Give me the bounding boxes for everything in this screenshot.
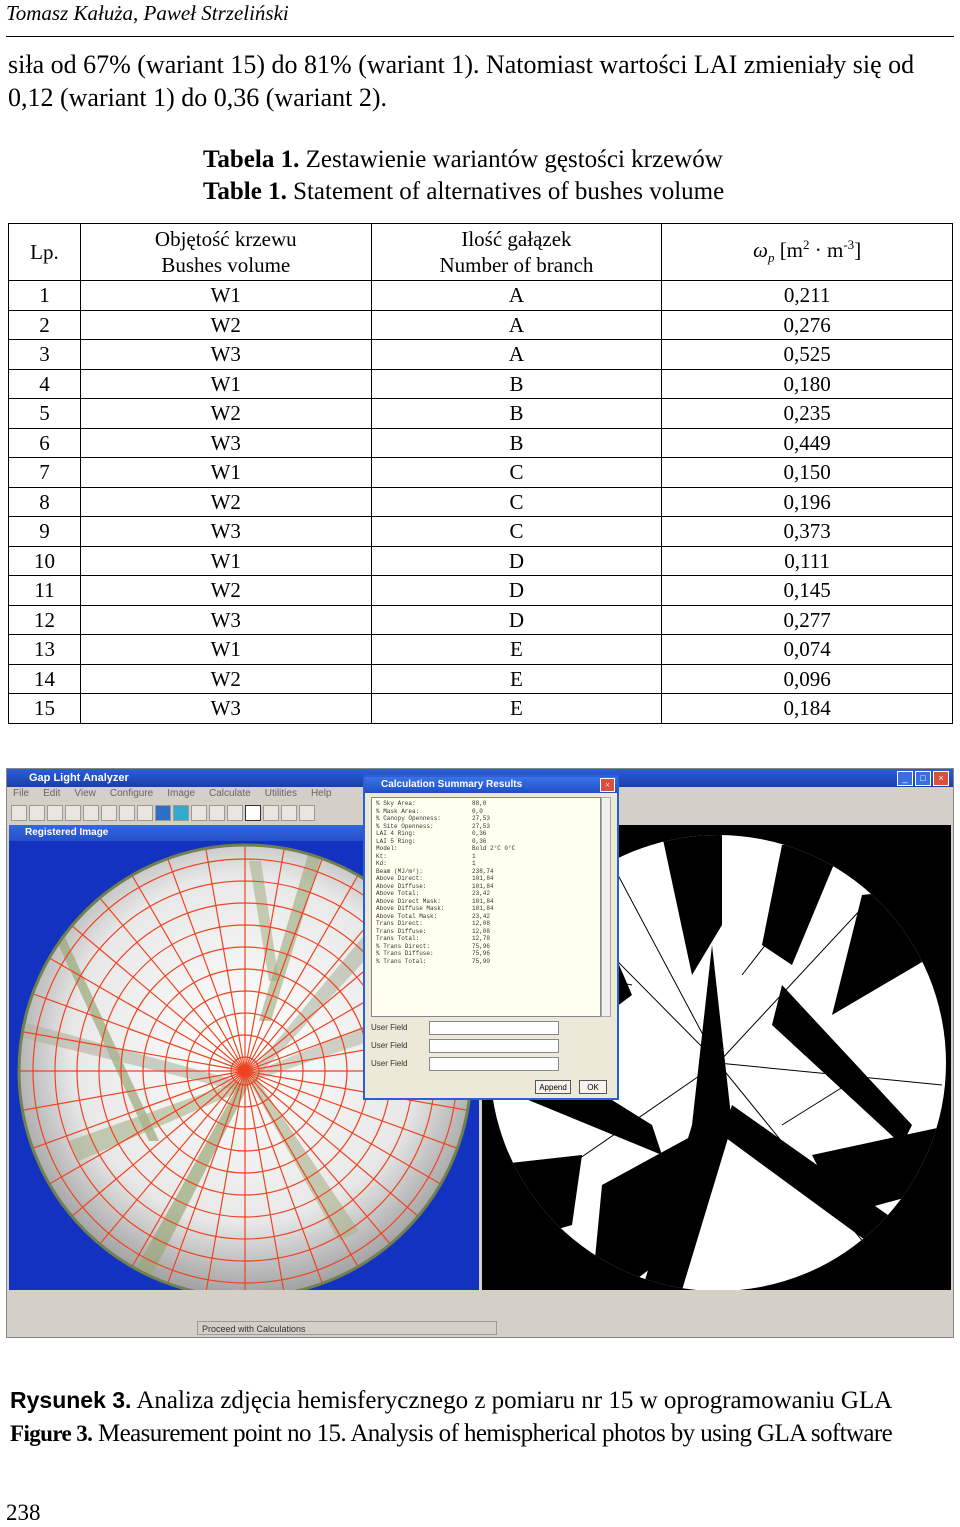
status-bar	[7, 1293, 953, 1337]
menu-item[interactable]: Edit	[43, 788, 61, 799]
result-value: 12,78	[472, 935, 491, 942]
result-value: 23,42	[472, 912, 491, 920]
cell-lp: 2	[9, 310, 81, 340]
result-line	[376, 950, 596, 958]
cell-volume: W3	[80, 694, 371, 724]
cell-branch: C	[371, 487, 662, 517]
close-icon[interactable]: ×	[933, 771, 949, 786]
cell-volume: W1	[80, 635, 371, 665]
result-key: Above Direct Mask:	[376, 897, 441, 905]
open-icon[interactable]	[11, 805, 27, 821]
result-line	[376, 890, 596, 898]
cell-branch: B	[371, 399, 662, 429]
copy-icon[interactable]	[83, 805, 99, 821]
calc-icon[interactable]	[263, 805, 279, 821]
user-field-label: User Field	[371, 1059, 408, 1068]
cell-lp: 4	[9, 369, 81, 399]
cell-volume: W2	[80, 399, 371, 429]
cell-lp: 14	[9, 664, 81, 694]
table-row	[9, 694, 953, 724]
result-line	[376, 800, 596, 808]
register-icon[interactable]	[137, 805, 153, 821]
table-row	[9, 310, 953, 340]
user-field-2	[371, 1039, 611, 1053]
user-field-input[interactable]	[429, 1057, 559, 1071]
result-line	[376, 815, 596, 823]
cell-branch: B	[371, 428, 662, 458]
cell-branch: B	[371, 369, 662, 399]
cell-omega: 0,235	[662, 399, 953, 429]
table-caption-en-label: Table 1.	[203, 178, 287, 205]
omega-close: ]	[854, 238, 862, 263]
menu-item[interactable]: Utilities	[264, 788, 297, 799]
result-value: 1	[472, 860, 476, 867]
dialog-title: Calculation Summary Results	[365, 777, 617, 793]
result-key: Trans Diffuse:	[376, 927, 427, 935]
result-value: 12,08	[472, 920, 491, 927]
result-value: 0,0	[472, 807, 483, 815]
result-key: % Trans Diffuse:	[376, 950, 434, 957]
result-key: LAI 4 Ring:	[376, 830, 416, 837]
cell-volume: W2	[80, 664, 371, 694]
figure-caption	[10, 1384, 955, 1450]
table-row	[9, 369, 953, 399]
table-caption-pl-label: Tabela 1.	[203, 146, 300, 173]
cell-omega: 0,150	[662, 458, 953, 488]
result-key: Model:	[376, 845, 398, 852]
result-value: 1	[472, 852, 476, 860]
omega-dot: · m	[809, 238, 844, 263]
result-line	[376, 943, 596, 951]
figure-caption-en-text: Measurement point no 15. Analysis of hemispherical photos by using GLA software	[92, 1420, 893, 1447]
result-value: 101,84	[472, 875, 494, 882]
cell-omega: 0,111	[662, 546, 953, 576]
result-key: Trans Total:	[376, 935, 420, 942]
cell-lp: 3	[9, 340, 81, 370]
result-value: Bold 2°C 0°C	[472, 845, 516, 852]
cell-omega: 0,145	[662, 576, 953, 606]
result-line	[376, 808, 596, 816]
table-row	[9, 399, 953, 429]
result-key: % Mask Area:	[376, 807, 420, 815]
figure-caption-pl-text: Analiza zdjęcia hemisferycznego z pomiaru nr 15 w oprogramowaniu GLA	[131, 1387, 893, 1414]
cell-branch: E	[371, 664, 662, 694]
bushes-table	[8, 223, 953, 724]
result-key: Above Direct:	[376, 875, 423, 882]
append-button[interactable]: Append	[535, 1080, 571, 1094]
threshold-icon[interactable]	[173, 805, 189, 821]
omega-unit-open: [m	[774, 238, 804, 263]
header-branch-en: Number of branch	[439, 253, 594, 277]
result-line	[376, 905, 596, 913]
window-controls	[897, 771, 949, 786]
table-row	[9, 546, 953, 576]
cell-omega: 0,180	[662, 369, 953, 399]
table-header-row	[9, 224, 953, 281]
omega-sup2: -3	[843, 237, 855, 253]
result-key: % Site Openness:	[376, 822, 434, 830]
cell-lp: 6	[9, 428, 81, 458]
figure-caption-en-label: Figure 3.	[10, 1421, 93, 1446]
table-row	[9, 664, 953, 694]
result-line	[376, 913, 596, 921]
header-volume-pl: Objętość krzewu	[154, 227, 297, 251]
omega-subscript: p	[767, 250, 775, 266]
result-key: LAI 5 Ring:	[376, 837, 416, 845]
table-row	[9, 428, 953, 458]
table-row	[9, 576, 953, 606]
results-scrollbar[interactable]	[601, 797, 611, 1017]
cell-volume: W1	[80, 458, 371, 488]
result-value: 27,53	[472, 822, 491, 830]
table-caption-en	[203, 176, 724, 208]
cell-lp: 9	[9, 517, 81, 547]
gla-titlebar: Gap Light Analyzer	[7, 769, 953, 787]
result-line	[376, 838, 596, 846]
result-key: Above Total:	[376, 890, 420, 897]
cell-branch: D	[371, 605, 662, 635]
stop-icon[interactable]	[245, 805, 261, 821]
print-icon[interactable]	[65, 805, 81, 821]
report-icon[interactable]	[281, 805, 297, 821]
menu-item[interactable]: Help	[310, 788, 332, 799]
cell-branch: E	[371, 635, 662, 665]
result-value: 75,96	[472, 942, 491, 950]
table-row	[9, 458, 953, 488]
cell-omega: 0,184	[662, 694, 953, 724]
result-key: Trans Direct:	[376, 920, 423, 927]
status-text: Proceed with Calculations	[197, 1321, 497, 1335]
result-line	[376, 935, 596, 943]
cell-omega: 0,277	[662, 605, 953, 635]
header-omega	[662, 224, 953, 281]
cell-branch: D	[371, 546, 662, 576]
cell-lp: 10	[9, 546, 81, 576]
cell-volume: W1	[80, 369, 371, 399]
ok-button[interactable]: OK	[579, 1080, 607, 1094]
cell-branch: E	[371, 694, 662, 724]
result-line	[376, 875, 596, 883]
save-icon[interactable]	[47, 805, 63, 821]
cell-omega: 0,074	[662, 635, 953, 665]
cell-branch: C	[371, 517, 662, 547]
omega-symbol: ω	[753, 238, 768, 263]
page-number: 238	[6, 1500, 41, 1525]
results-list	[371, 797, 601, 1017]
result-value: 238,74	[472, 867, 494, 875]
result-line	[376, 860, 596, 868]
cell-lp: 5	[9, 399, 81, 429]
cell-lp: 7	[9, 458, 81, 488]
result-key: Kt:	[376, 852, 387, 860]
menu-item[interactable]: File	[13, 788, 30, 799]
menu-item[interactable]: View	[74, 788, 96, 799]
cell-branch: A	[371, 340, 662, 370]
result-key: % Canopy Openness:	[376, 815, 441, 822]
header-branch-pl: Ilość gałązek	[461, 227, 572, 251]
menu-item[interactable]: Image	[167, 788, 196, 799]
user-field-1	[371, 1021, 611, 1035]
result-key: Above Diffuse Mask:	[376, 905, 445, 912]
cell-volume: W3	[80, 340, 371, 370]
minimize-icon[interactable]: _	[897, 771, 913, 786]
result-value: 88,0	[472, 800, 487, 807]
cell-volume: W1	[80, 281, 371, 311]
calculation-summary-dialog	[363, 775, 619, 1100]
result-line	[376, 928, 596, 936]
folder-icon[interactable]	[29, 805, 45, 821]
image-icon[interactable]	[101, 805, 117, 821]
result-value: 75,90	[472, 957, 491, 965]
gla-screenshot	[6, 768, 954, 1338]
table-row	[9, 517, 953, 547]
result-line	[376, 958, 596, 966]
cell-omega: 0,276	[662, 310, 953, 340]
table-caption-en-text: Statement of alternatives of bushes volume	[286, 178, 725, 205]
result-line	[376, 853, 596, 861]
header-volume	[80, 224, 371, 281]
result-line	[376, 845, 596, 853]
result-value: 0,36	[472, 830, 487, 837]
result-line	[376, 883, 596, 891]
result-value: 101,84	[472, 905, 494, 912]
user-field-label: User Field	[371, 1023, 408, 1032]
cell-lp: 8	[9, 487, 81, 517]
table-caption	[203, 144, 724, 208]
cell-lp: 13	[9, 635, 81, 665]
cell-volume: W3	[80, 605, 371, 635]
cell-omega: 0,525	[662, 340, 953, 370]
omega-sup1: 2	[803, 237, 810, 253]
left-pane-title: Registered Image	[9, 825, 479, 841]
user-field-input[interactable]	[429, 1039, 559, 1053]
cell-lp: 1	[9, 281, 81, 311]
cell-volume: W2	[80, 310, 371, 340]
result-line	[376, 823, 596, 831]
table-row	[9, 635, 953, 665]
intro-paragraph: siła od 67% (wariant 15) do 81% (wariant 1). Natomiast wartości LAI zmieniały się od 0,12 (wariant 1) do 0,36 (wariant 2).	[8, 50, 915, 112]
running-head: Tomasz Kałuża, Paweł Strzeliński	[6, 0, 954, 37]
result-line	[376, 920, 596, 928]
header-branch	[371, 224, 662, 281]
result-value: 23,42	[472, 890, 491, 897]
cell-omega: 0,096	[662, 664, 953, 694]
result-line	[376, 868, 596, 876]
figure-caption-en	[10, 1417, 955, 1450]
cell-omega: 0,196	[662, 487, 953, 517]
result-key: Kd:	[376, 860, 387, 867]
cell-lp: 15	[9, 694, 81, 724]
cell-omega: 0,373	[662, 517, 953, 547]
maximize-icon[interactable]: □	[915, 771, 931, 786]
cell-lp: 11	[9, 576, 81, 606]
cell-branch: C	[371, 458, 662, 488]
result-value: 12,08	[472, 927, 491, 935]
result-value: 101,84	[472, 882, 494, 890]
cell-volume: W3	[80, 428, 371, 458]
header-lp: Lp.	[9, 224, 81, 281]
figure-caption-pl	[10, 1384, 955, 1417]
result-value: 0,36	[472, 837, 487, 845]
cell-branch: D	[371, 576, 662, 606]
cell-omega: 0,449	[662, 428, 953, 458]
help-icon[interactable]	[299, 805, 315, 821]
cell-volume: W2	[80, 487, 371, 517]
table-body	[9, 281, 953, 724]
user-field-3	[371, 1057, 611, 1071]
result-value: 75,96	[472, 950, 491, 957]
header-volume-en: Bushes volume	[161, 253, 291, 277]
user-field-input[interactable]	[429, 1021, 559, 1035]
result-key: Above Diffuse:	[376, 882, 427, 890]
edit-icon[interactable]	[227, 805, 243, 821]
result-key: Beam (MJ/m²):	[376, 867, 423, 875]
table-row	[9, 605, 953, 635]
result-line	[376, 898, 596, 906]
result-value: 27,53	[472, 815, 491, 822]
result-key: % Trans Total:	[376, 957, 427, 965]
cell-branch: A	[371, 281, 662, 311]
cell-omega: 0,211	[662, 281, 953, 311]
draw-icon[interactable]	[209, 805, 225, 821]
mask-icon[interactable]	[191, 805, 207, 821]
table-caption-pl-text: Zestawienie wariantów gęstości krzewów	[299, 146, 723, 173]
user-field-label: User Field	[371, 1041, 408, 1050]
cell-lp: 12	[9, 605, 81, 635]
result-key: % Trans Direct:	[376, 942, 431, 950]
dialog-close-icon[interactable]: ×	[600, 778, 615, 792]
result-key: Above Total Mask:	[376, 912, 438, 920]
cell-branch: A	[371, 310, 662, 340]
result-value: 101,84	[472, 897, 494, 905]
table-row	[9, 281, 953, 311]
table-caption-pl	[203, 144, 724, 176]
grid-icon[interactable]	[155, 805, 171, 821]
table-row	[9, 487, 953, 517]
menu-item[interactable]: Configure	[109, 788, 154, 799]
zoom-icon[interactable]	[119, 805, 135, 821]
table-row	[9, 340, 953, 370]
cell-volume: W2	[80, 576, 371, 606]
figure-caption-pl-label: Rysunek 3.	[10, 1387, 132, 1413]
result-key: % Sky Area:	[376, 800, 416, 807]
menu-item[interactable]: Calculate	[209, 788, 251, 799]
cell-volume: W3	[80, 517, 371, 547]
result-line	[376, 830, 596, 838]
cell-volume: W1	[80, 546, 371, 576]
